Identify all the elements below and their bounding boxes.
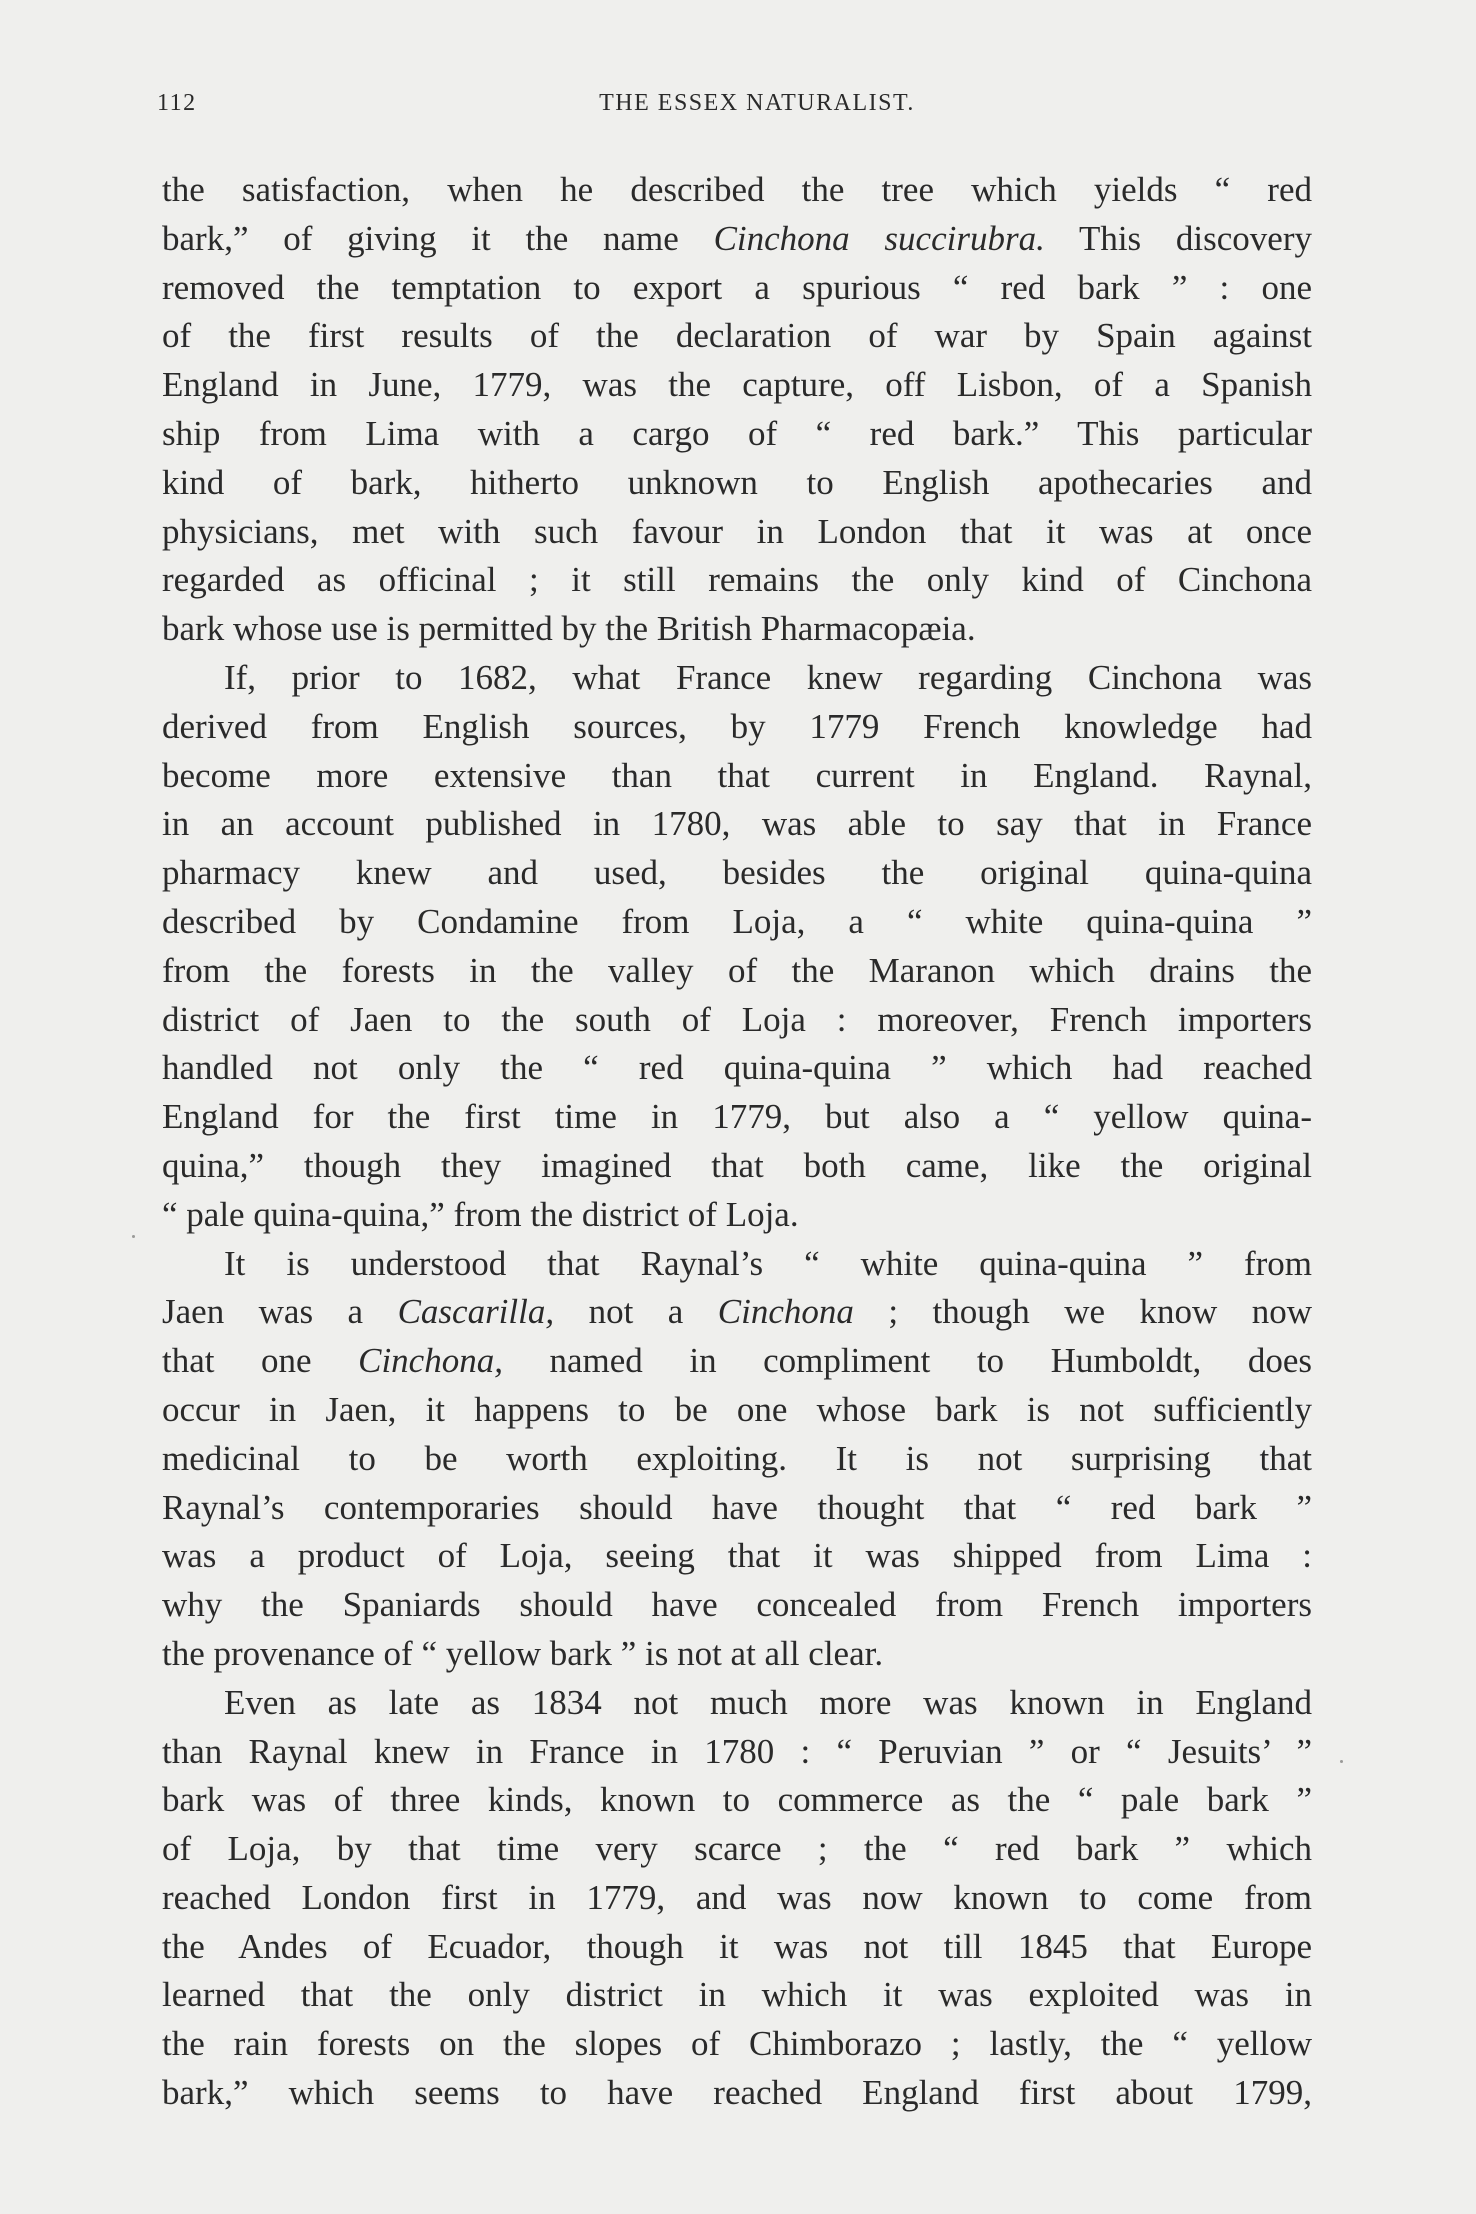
page-speck	[1340, 1760, 1343, 1763]
text-segment: in an account published in 1780, was able to say that in France	[162, 804, 1312, 844]
text-line	[162, 1825, 1312, 1874]
text-line	[162, 1923, 1312, 1972]
text-segment: derived from English sources, by 1779 French knowledge had	[162, 706, 1312, 746]
page-header	[157, 90, 1317, 130]
page-speck	[132, 1235, 135, 1238]
text-segment: reached London first in 1779, and was now known to come from	[162, 1877, 1312, 1917]
text-segment: named in compliment to Humboldt, does	[502, 1341, 1312, 1381]
text-segment: kind of bark, hitherto unknown to English apothecaries and	[162, 462, 1312, 502]
text-line	[162, 166, 1312, 215]
text-segment: the Andes of Ecuador, though it was not till 1845 that Europe	[162, 1926, 1312, 1966]
running-title: THE ESSEX NATURALIST.	[599, 90, 915, 116]
text-segment: the satisfaction, when he described the tree which yields “ red	[162, 170, 1312, 209]
text-segment: medicinal to be worth exploiting. It is not surprising that	[162, 1438, 1312, 1478]
text-line	[162, 1044, 1312, 1093]
text-line	[162, 556, 1312, 605]
text-segment: the provenance of “ yellow bark ” is not at all clear.	[162, 1633, 884, 1673]
text-segment: If, prior to 1682, what France knew regarding Cinchona was	[224, 657, 1312, 697]
text-line	[162, 1435, 1312, 1484]
text-line	[162, 1142, 1312, 1191]
page-number: 112	[157, 90, 197, 116]
text-line	[162, 947, 1312, 996]
text-segment: quina,” though they imagined that both came, like the original	[162, 1145, 1312, 1185]
text-segment: become more extensive than that current in England. Raynal,	[162, 755, 1312, 795]
paragraph	[162, 1240, 1312, 1679]
text-line	[162, 1679, 1312, 1728]
text-segment: pharmacy knew and used, besides the original quina-quina	[162, 853, 1312, 893]
text-line	[162, 1093, 1312, 1142]
text-segment: This discovery	[1044, 218, 1312, 258]
text-line	[162, 1776, 1312, 1825]
text-line	[162, 1728, 1312, 1777]
text-line	[162, 1240, 1312, 1289]
text-segment: bark whose use is permitted by the British Pharmacopæia.	[162, 609, 976, 649]
text-segment: was a product of Loja, seeing that it was shipped from Lima :	[162, 1536, 1312, 1576]
text-line	[162, 1386, 1312, 1435]
text-segment: the rain forests on the slopes of Chimborazo ; lastly, the “ yellow	[162, 2024, 1312, 2064]
text-line	[162, 361, 1312, 410]
text-line	[162, 2069, 1312, 2118]
text-segment: Raynal’s contemporaries should have thought that “ red bark ”	[162, 1487, 1312, 1527]
text-segment: handled not only the “ red quina-quina ” which had reached	[162, 1048, 1312, 1088]
text-segment: Even as late as 1834 not much more was known in England	[224, 1682, 1312, 1722]
text-line	[162, 1484, 1312, 1533]
text-line	[162, 1288, 1312, 1337]
text-segment: of Loja, by that time very scarce ; the “ red bark ” which	[162, 1829, 1312, 1869]
text-line	[162, 312, 1312, 361]
text-line	[162, 898, 1312, 947]
text-segment: England for the first time in 1779, but also a “ yellow quina-	[162, 1097, 1312, 1137]
paragraph	[162, 1679, 1312, 2118]
paragraph	[162, 654, 1312, 1240]
body-text	[162, 166, 1312, 2118]
text-line	[162, 654, 1312, 703]
text-segment: removed the temptation to export a spurious “ red bark ” : one	[162, 267, 1312, 307]
italic-text: Cascarilla,	[397, 1292, 555, 1332]
text-line	[162, 1532, 1312, 1581]
text-segment: ship from Lima with a cargo of “ red bark.” This particular	[162, 413, 1312, 453]
text-segment: why the Spaniards should have concealed from French importers	[162, 1585, 1312, 1625]
text-line	[162, 459, 1312, 508]
text-line	[162, 849, 1312, 898]
text-segment: ; though we know now	[853, 1292, 1313, 1332]
text-line	[162, 703, 1312, 752]
text-segment: than Raynal knew in France in 1780 : “ Peruvian ” or “ Jesuits’ ”	[162, 1731, 1312, 1771]
text-line	[162, 1874, 1312, 1923]
text-segment: regarded as officinal ; it still remains the only kind of Cinchona	[162, 560, 1312, 600]
text-line	[162, 1971, 1312, 2020]
text-line	[162, 605, 1312, 654]
text-line	[162, 1630, 1312, 1679]
text-segment: of the first results of the declaration of war by Spain against	[162, 316, 1312, 356]
text-segment: bark,” which seems to have reached England first about 1799,	[162, 2073, 1312, 2113]
text-segment: described by Condamine from Loja, a “ white quina-quina ”	[162, 901, 1312, 941]
text-line	[162, 2020, 1312, 2069]
text-line	[162, 1337, 1312, 1386]
text-segment: It is understood that Raynal’s “ white quina-quina ” from	[224, 1243, 1312, 1283]
text-segment: bark,” of giving it the name	[162, 218, 714, 258]
text-line	[162, 1581, 1312, 1630]
text-line	[162, 752, 1312, 801]
italic-text: Cinchona,	[358, 1341, 503, 1381]
text-segment: bark was of three kinds, known to commerce as the “ pale bark ”	[162, 1780, 1312, 1820]
text-segment: Jaen was a	[162, 1292, 398, 1332]
text-line	[162, 215, 1312, 264]
text-segment: from the forests in the valley of the Maranon which drains the	[162, 950, 1312, 990]
text-segment: that one	[162, 1341, 359, 1381]
text-segment: not a	[554, 1292, 718, 1332]
italic-text: Cinchona	[717, 1292, 854, 1332]
paragraph	[162, 166, 1312, 654]
text-segment: physicians, met with such favour in London that it was at once	[162, 511, 1312, 551]
text-line	[162, 800, 1312, 849]
text-line	[162, 996, 1312, 1045]
text-segment: occur in Jaen, it happens to be one whose bark is not sufficiently	[162, 1389, 1312, 1429]
text-segment: district of Jaen to the south of Loja : moreover, French importers	[162, 999, 1312, 1039]
text-line	[162, 1191, 1312, 1240]
text-line	[162, 508, 1312, 557]
text-line	[162, 410, 1312, 459]
italic-text: Cinchona succirubra.	[713, 218, 1045, 258]
text-segment: learned that the only district in which it was exploited was in	[162, 1975, 1312, 2015]
text-line	[162, 264, 1312, 313]
text-segment: “ pale quina-quina,” from the district of Loja.	[162, 1194, 799, 1234]
text-segment: England in June, 1779, was the capture, off Lisbon, of a Spanish	[162, 365, 1312, 405]
